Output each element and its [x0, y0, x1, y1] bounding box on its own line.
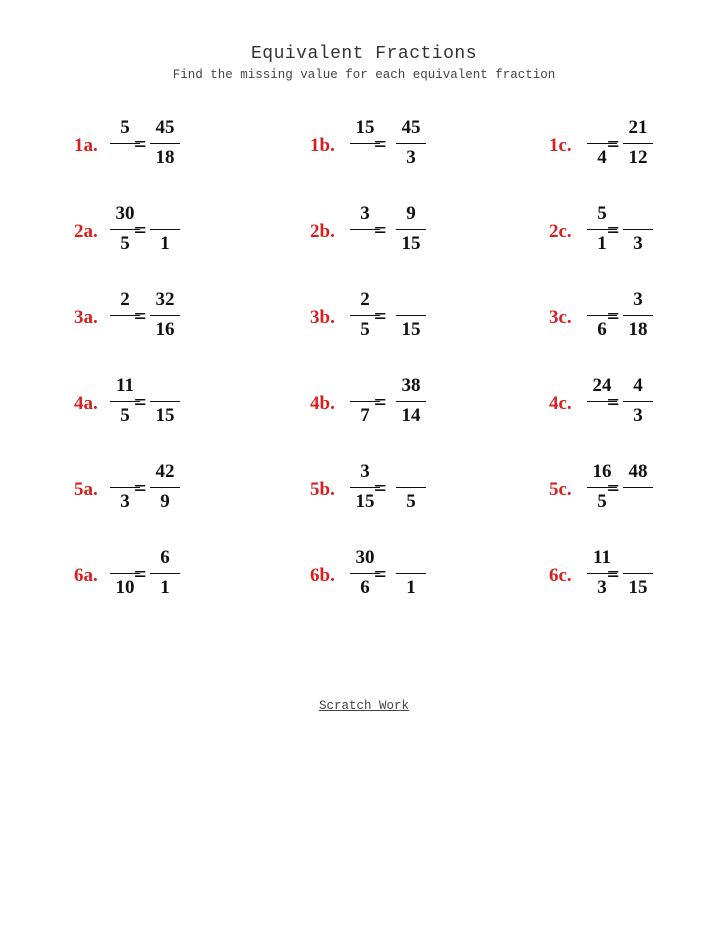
- problem-label: 5a.: [74, 479, 98, 500]
- missing-denominator-blank: [623, 491, 653, 513]
- denominator: 5: [597, 491, 607, 512]
- numerator: 38: [401, 375, 421, 396]
- numerator: 30: [355, 547, 375, 568]
- missing-numerator-blank: [396, 547, 426, 569]
- right-fraction: [623, 544, 653, 606]
- denominator: 14: [401, 405, 421, 426]
- scratch-work-section: [0, 699, 728, 713]
- problem-6c: [549, 544, 709, 614]
- fraction-bar: [623, 487, 653, 488]
- denominator: 15: [155, 405, 175, 426]
- right-fraction: [623, 114, 653, 176]
- denominator: 10: [115, 577, 135, 598]
- right-fraction: [150, 200, 180, 262]
- fraction-bar: [623, 573, 653, 574]
- problem-label: 4b.: [310, 393, 335, 414]
- fraction-bar: [150, 573, 180, 574]
- denominator: 12: [628, 147, 648, 168]
- numerator: 11: [593, 547, 611, 568]
- numerator: 16: [592, 461, 612, 482]
- fraction-bar: [150, 401, 180, 402]
- numerator: 21: [628, 117, 648, 138]
- right-fraction: [150, 114, 180, 176]
- denominator: 16: [155, 319, 175, 340]
- fraction-bar: [396, 315, 426, 316]
- denominator: 3: [120, 491, 130, 512]
- right-fraction: [396, 286, 426, 348]
- numerator: 2: [120, 289, 130, 310]
- right-fraction: [623, 200, 653, 262]
- problem-5b: [310, 458, 470, 528]
- equals-sign: =: [607, 131, 620, 156]
- problem-label: 3c.: [549, 307, 572, 328]
- fraction-bar: [396, 573, 426, 574]
- equals-sign: =: [374, 131, 387, 156]
- numerator: 9: [406, 203, 416, 224]
- right-fraction: [396, 200, 426, 262]
- equals-sign: =: [607, 561, 620, 586]
- problem-4c: [549, 372, 709, 442]
- right-fraction: [150, 458, 180, 520]
- problem-1b: [310, 114, 470, 184]
- fraction-bar: [396, 143, 426, 144]
- equals-sign: =: [374, 475, 387, 500]
- numerator: 5: [597, 203, 607, 224]
- problem-1a: [74, 114, 234, 184]
- equals-sign: =: [134, 389, 147, 414]
- denominator: 7: [360, 405, 370, 426]
- equals-sign: =: [374, 217, 387, 242]
- fraction-bar: [623, 143, 653, 144]
- denominator: 9: [160, 491, 170, 512]
- denominator: 5: [406, 491, 416, 512]
- problem-4a: [74, 372, 234, 442]
- fraction-bar: [396, 487, 426, 488]
- missing-numerator-blank: [150, 203, 180, 225]
- problem-label: 6a.: [74, 565, 98, 586]
- denominator: 3: [633, 233, 643, 254]
- problem-4b: [310, 372, 470, 442]
- problem-3a: [74, 286, 234, 356]
- fraction-bar: [623, 401, 653, 402]
- worksheet-instructions: Find the missing value for each equivalent fraction: [172, 68, 556, 82]
- problem-3b: [310, 286, 470, 356]
- numerator: 15: [355, 117, 375, 138]
- numerator: 45: [155, 117, 175, 138]
- problem-label: 1b.: [310, 135, 335, 156]
- denominator: 3: [406, 147, 416, 168]
- denominator: 5: [360, 319, 370, 340]
- fraction-bar: [396, 401, 426, 402]
- numerator: 4: [633, 375, 643, 396]
- fraction-bar: [150, 143, 180, 144]
- problem-6b: [310, 544, 470, 614]
- numerator: 30: [115, 203, 135, 224]
- problem-2a: [74, 200, 234, 270]
- denominator: 5: [120, 233, 130, 254]
- problem-label: 2b.: [310, 221, 335, 242]
- numerator: 3: [360, 203, 370, 224]
- problem-1c: [549, 114, 709, 184]
- numerator: 2: [360, 289, 370, 310]
- scratch-work-label: Scratch Work: [318, 699, 409, 713]
- equals-sign: =: [607, 475, 620, 500]
- equals-sign: =: [607, 389, 620, 414]
- right-fraction: [396, 544, 426, 606]
- right-fraction: [396, 458, 426, 520]
- problem-label: 6c.: [549, 565, 572, 586]
- numerator: 42: [155, 461, 175, 482]
- problem-5a: [74, 458, 234, 528]
- problem-6a: [74, 544, 234, 614]
- equals-sign: =: [607, 303, 620, 328]
- problem-label: 2a.: [74, 221, 98, 242]
- denominator: 1: [597, 233, 607, 254]
- problem-2c: [549, 200, 709, 270]
- numerator: 45: [401, 117, 421, 138]
- denominator: 1: [406, 577, 416, 598]
- numerator: 6: [160, 547, 170, 568]
- right-fraction: [623, 286, 653, 348]
- problem-3c: [549, 286, 709, 356]
- missing-numerator-blank: [150, 375, 180, 397]
- missing-numerator-blank: [396, 289, 426, 311]
- equals-sign: =: [134, 475, 147, 500]
- denominator: 18: [155, 147, 175, 168]
- equals-sign: =: [607, 217, 620, 242]
- problem-label: 4c.: [549, 393, 572, 414]
- equals-sign: =: [134, 131, 147, 156]
- missing-numerator-blank: [623, 547, 653, 569]
- problem-label: 2c.: [549, 221, 572, 242]
- problem-label: 3b.: [310, 307, 335, 328]
- denominator: 18: [628, 319, 648, 340]
- right-fraction: [623, 372, 653, 434]
- problem-label: 3a.: [74, 307, 98, 328]
- problem-5c: [549, 458, 709, 528]
- denominator: 6: [597, 319, 607, 340]
- numerator: 48: [628, 461, 648, 482]
- numerator: 3: [633, 289, 643, 310]
- denominator: 1: [160, 577, 170, 598]
- numerator: 11: [116, 375, 134, 396]
- equals-sign: =: [134, 303, 147, 328]
- fraction-bar: [150, 229, 180, 230]
- problem-label: 1c.: [549, 135, 572, 156]
- denominator: 15: [355, 491, 375, 512]
- fraction-bar: [150, 315, 180, 316]
- denominator: 3: [633, 405, 643, 426]
- denominator: 4: [597, 147, 607, 168]
- missing-numerator-blank: [396, 461, 426, 483]
- denominator: 15: [401, 319, 421, 340]
- equals-sign: =: [134, 217, 147, 242]
- right-fraction: [150, 372, 180, 434]
- right-fraction: [396, 372, 426, 434]
- problem-label: 5c.: [549, 479, 572, 500]
- equals-sign: =: [134, 561, 147, 586]
- problem-label: 4a.: [74, 393, 98, 414]
- worksheet-title: Equivalent Fractions: [250, 44, 478, 64]
- problem-label: 5b.: [310, 479, 335, 500]
- denominator: 3: [597, 577, 607, 598]
- missing-numerator-blank: [623, 203, 653, 225]
- numerator: 24: [592, 375, 612, 396]
- denominator: 15: [401, 233, 421, 254]
- right-fraction: [396, 114, 426, 176]
- problem-label: 1a.: [74, 135, 98, 156]
- right-fraction: [150, 286, 180, 348]
- fraction-bar: [150, 487, 180, 488]
- numerator: 32: [155, 289, 175, 310]
- equals-sign: =: [374, 303, 387, 328]
- denominator: 15: [628, 577, 648, 598]
- fraction-bar: [396, 229, 426, 230]
- denominator: 6: [360, 577, 370, 598]
- problem-2b: [310, 200, 470, 270]
- problem-label: 6b.: [310, 565, 335, 586]
- denominator: 1: [160, 233, 170, 254]
- numerator: 3: [360, 461, 370, 482]
- denominator: 5: [120, 405, 130, 426]
- right-fraction: [150, 544, 180, 606]
- equals-sign: =: [374, 389, 387, 414]
- fraction-bar: [623, 229, 653, 230]
- fraction-bar: [623, 315, 653, 316]
- right-fraction: [623, 458, 653, 520]
- numerator: 5: [120, 117, 130, 138]
- equals-sign: =: [374, 561, 387, 586]
